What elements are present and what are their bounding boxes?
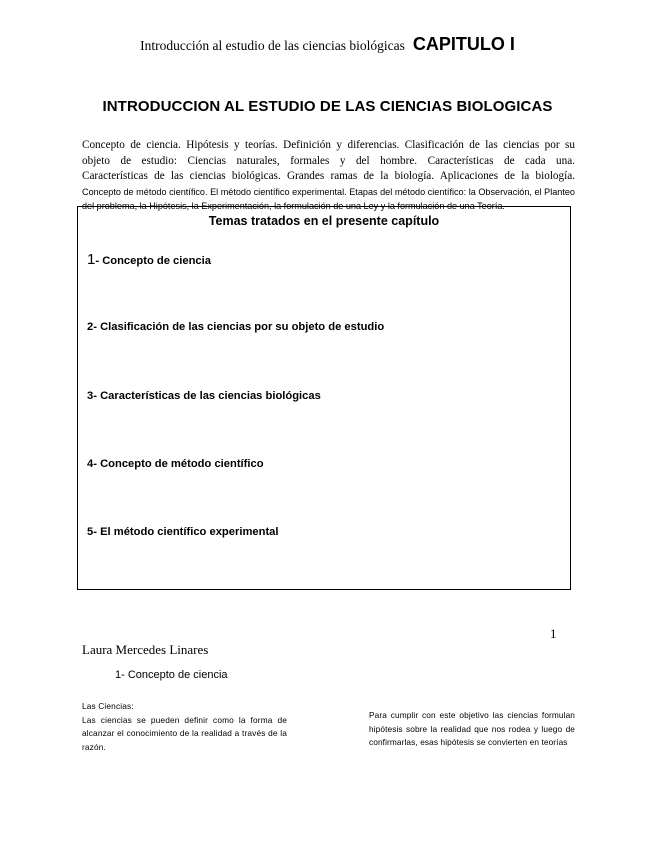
topic-item-1 xyxy=(87,251,211,268)
left-column-label: Las Ciencias: xyxy=(82,701,134,711)
topic-separator: - xyxy=(93,321,101,333)
topic-text: Características de las ciencias biológicas xyxy=(100,390,321,402)
topic-item-3 xyxy=(87,390,321,402)
topic-text: Concepto de ciencia xyxy=(102,255,211,267)
header-subtitle: Introducción al estudio de las ciencias biológicas xyxy=(140,38,405,53)
topic-number: 3 xyxy=(87,390,94,402)
topic-text: Concepto de método científico xyxy=(100,458,264,470)
topic-text: El método científico experimental xyxy=(100,526,279,538)
topic-separator: - xyxy=(93,390,101,402)
abstract-line-4: Concepto de método científico. El método científico experimental. Etapas del método científico: la Observación, el Planteo del problema, la Hipótesis, la Experimentación, la formulación de una Ley y la formulación de una Teoría. xyxy=(82,186,575,211)
topic-number: 5 xyxy=(87,526,94,538)
topic-separator: - xyxy=(95,255,103,267)
topic-item-4 xyxy=(87,458,264,470)
abstract-line-2: objeto de estudio: Ciencias naturales, formales y del hombre. Características de cada una. xyxy=(82,154,575,167)
left-column xyxy=(82,700,287,754)
left-column-text: Las ciencias se pueden definir como la forma de alcanzar el conocimiento de la realidad a través de la razón. xyxy=(82,714,287,752)
topic-number: 2 xyxy=(87,321,94,333)
running-header xyxy=(0,34,655,55)
section-heading: 1- Concepto de ciencia xyxy=(115,669,228,681)
right-column-text: Para cumplir con este objetivo las ciencias formulan hipótesis sobre la realidad que nos rodea y luego de confirmarlas, esas hipótesis se convierten en teorías xyxy=(369,710,575,747)
page-title: INTRODUCCION AL ESTUDIO DE LAS CIENCIAS BIOLOGICAS xyxy=(102,98,553,115)
page-number: 1 xyxy=(550,626,557,641)
topic-number: 1 xyxy=(87,251,96,268)
abstract-line-1: Concepto de ciencia. Hipótesis y teorías. Definición y diferencias. Clasificación de las ciencias por su xyxy=(82,139,575,151)
chapter-label: CAPITULO I xyxy=(412,34,515,54)
topics-box xyxy=(77,206,571,590)
topic-separator: - xyxy=(93,526,101,538)
chapter-abstract xyxy=(82,138,575,213)
topic-item-5 xyxy=(87,526,279,538)
topic-text: Clasificación de las ciencias por su objeto de estudio xyxy=(100,321,385,333)
topic-item-2 xyxy=(87,321,384,333)
abstract-line-3: Características de las ciencias biológicas. Grandes ramas de la biología. Aplicaciones de la biología. xyxy=(82,170,575,182)
topic-separator: - xyxy=(93,458,101,470)
author-name: Laura Mercedes Linares xyxy=(82,642,209,657)
topics-title: Temas tratados en el presente capítulo xyxy=(208,214,440,228)
topic-number: 4 xyxy=(87,458,94,470)
